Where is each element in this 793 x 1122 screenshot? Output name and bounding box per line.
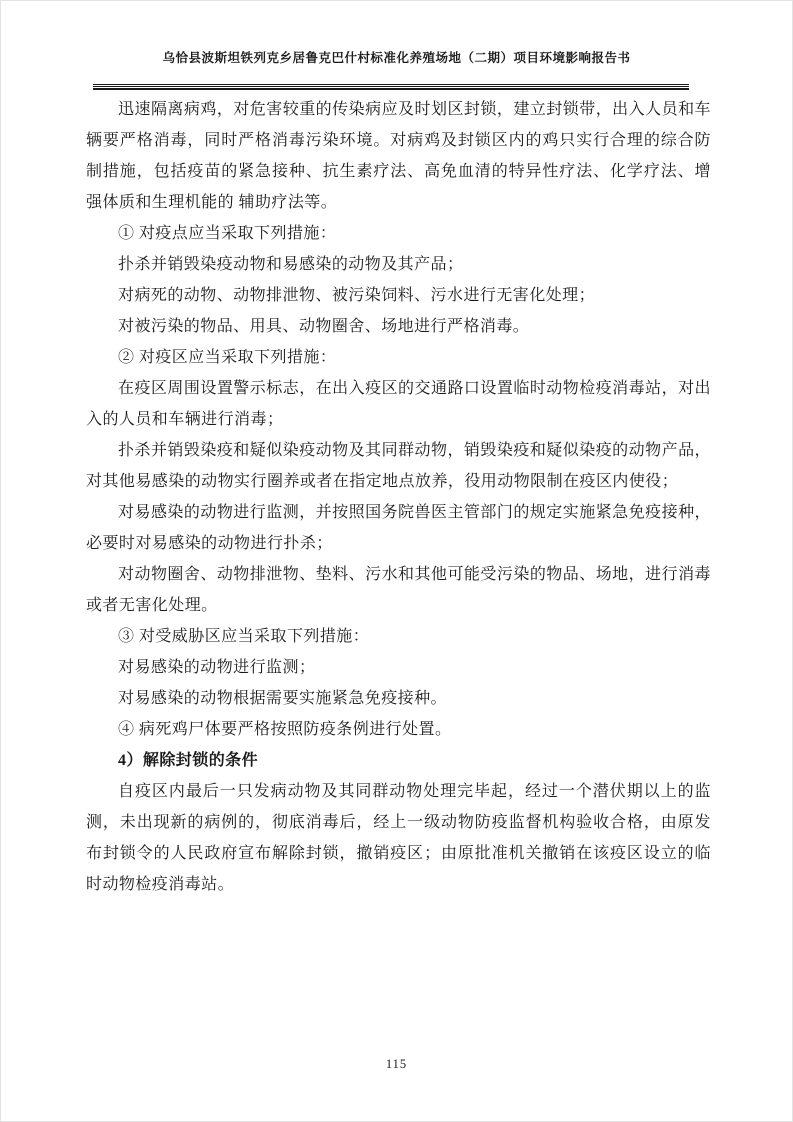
list-item-2-header: ② 对疫区应当采取下列措施： [118, 349, 337, 366]
paragraph: 扑杀并销毁染疫动物和易感染的动物及其产品； [118, 256, 464, 273]
page-header-title: 乌恰县波斯坦铁列克乡居鲁克巴什村标准化养殖场地（二期）项目环境影响报告书 [162, 51, 631, 65]
paragraph: 对被污染的物品、用具、动物圈舍、场地进行严格消毒。 [118, 318, 530, 335]
paragraph: 对动物圈舍、动物排泄物、垫料、污水和其他可能受污染的物品、场地，进行消毒或者无害化处理。 [86, 566, 711, 614]
paragraph: 对易感染的动物根据需要实施紧急免疫接种。 [118, 690, 448, 707]
paragraph: 对病死的动物、动物排泄物、被污染饲料、污水进行无害化处理； [118, 287, 596, 304]
paragraph: 对易感染的动物进行监测； [118, 659, 316, 676]
list-item-3-header: ③ 对受威胁区应当采取下列措施： [118, 628, 370, 645]
paragraph: 自疫区内最后一只发病动物及其同群动物处理完毕起，经过一个潜伏期以上的监测，未出现新的病例的，彻底消毒后，经上一级动物防疫监督机构验收合格，由原发布封锁令的人民政府宣布解除封锁，撤销疫区；由原批准机关撤销在该疫区设立的临时动物检疫消毒站。 [86, 783, 711, 893]
paragraph: 在疫区周围设置警示标志，在出入疫区的交通路口设置临时动物检疫消毒站，对出入的人员和车辆进行消毒； [86, 380, 711, 428]
page-number: 115 [385, 1057, 408, 1071]
paragraph: 扑杀并销毁染疫和疑似染疫动物及其同群动物，销毁染疫和疑似染疫的动物产品，对其他易感染的动物实行圈养或者在指定地点放养，役用动物限制在疫区内使役； [86, 442, 711, 490]
document-body [86, 94, 711, 900]
list-item-4: ④ 病死鸡尸体要严格按照防疫条例进行处置。 [118, 721, 452, 738]
header-rule [93, 84, 689, 90]
paragraph: 迅速隔离病鸡，对危害较重的传染病应及时划区封锁，建立封锁带，出入人员和车辆要严格消毒，同时严格消毒污染环境。对病鸡及封锁区内的鸡只实行合理的综合防制措施，包括疫苗的紧急接种、抗生素疗法、高免血清的特异性疗法、化学疗法、增强体质和生理机能的 辅助疗法等。 [86, 101, 711, 211]
section-heading: 4）解除封锁的条件 [118, 752, 259, 769]
paragraph: 对易感染的动物进行监测，并按照国务院兽医主管部门的规定实施紧急免疫接种，必要时对易感染的动物进行扑杀； [86, 504, 711, 552]
list-item-1-header: ① 对疫点应当采取下列措施： [118, 225, 337, 242]
